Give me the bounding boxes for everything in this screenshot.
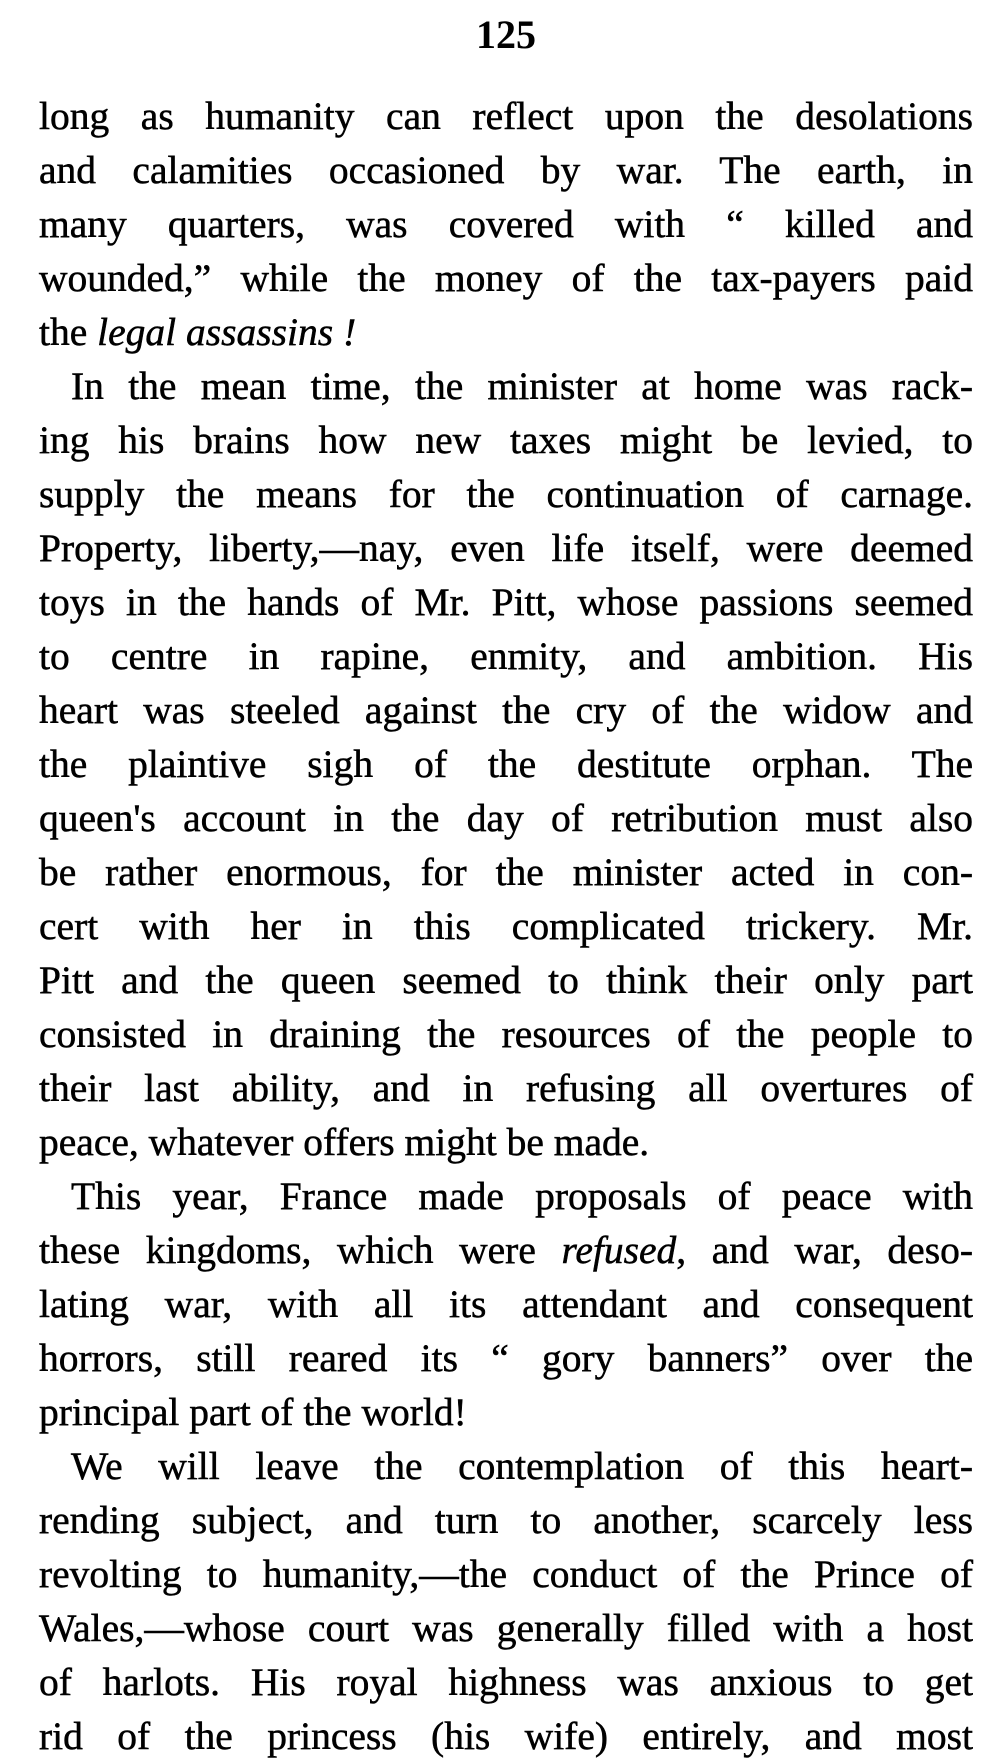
text-segment: rid of the princess (his wife) entirely, and most [39, 1714, 973, 1758]
text-line [39, 197, 973, 251]
text-line [39, 629, 973, 683]
text-segment: ing his brains how new taxes might be levied, to [39, 418, 973, 462]
text-line [39, 1493, 973, 1547]
italic-text: legal assassins ! [97, 310, 357, 354]
text-segment: of harlots. His royal highness was anxious to get [39, 1660, 973, 1704]
text-segment: rending subject, and turn to another, scarcely less [39, 1498, 973, 1542]
body-text [39, 89, 973, 1763]
text-line [39, 791, 973, 845]
text-line [39, 305, 973, 359]
text-segment: , and war, deso- [676, 1228, 973, 1272]
text-segment: queen's account in the day of retribution must also [39, 796, 973, 840]
text-segment: to centre in rapine, enmity, and ambition. His [39, 634, 973, 678]
text-segment: Wales,—whose court was generally filled with a host [39, 1606, 973, 1650]
text-segment: principal part of the world! [39, 1390, 467, 1434]
text-segment: consisted in draining the resources of the people to [39, 1012, 973, 1056]
text-line [39, 1385, 973, 1439]
text-line [39, 251, 973, 305]
text-line [39, 1655, 973, 1709]
text-segment: horrors, still reared its “ gory banners” over the [39, 1336, 973, 1380]
text-segment: many quarters, was covered with “ killed and [39, 202, 973, 246]
text-line [39, 1601, 973, 1655]
text-segment: toys in the hands of Mr. Pitt, whose passions seemed [39, 580, 973, 624]
text-line [39, 899, 973, 953]
text-segment: peace, whatever offers might be made. [39, 1120, 650, 1164]
text-segment: supply the means for the continuation of carnage. [39, 472, 973, 516]
text-line [39, 89, 973, 143]
text-line [39, 683, 973, 737]
text-line [39, 1331, 973, 1385]
text-line [39, 359, 973, 413]
text-line [39, 737, 973, 791]
text-line [39, 1709, 973, 1763]
text-segment: lating war, with all its attendant and consequent [39, 1282, 973, 1326]
text-segment: wounded,” while the money of the tax-payers paid [39, 256, 973, 300]
text-segment: their last ability, and in refusing all overtures of [39, 1066, 973, 1110]
text-line [39, 413, 973, 467]
text-segment: these kingdoms, which were [39, 1228, 562, 1272]
text-segment: Pitt and the queen seemed to think their only part [39, 958, 973, 1002]
text-line [39, 1223, 973, 1277]
text-line [39, 467, 973, 521]
text-segment: Property, liberty,—nay, even life itself, were deemed [39, 526, 973, 570]
text-segment: We will leave the contemplation of this heart- [71, 1444, 973, 1488]
text-segment: and calamities occasioned by war. The earth, in [39, 148, 973, 192]
text-line [39, 143, 973, 197]
text-line [39, 845, 973, 899]
text-line [39, 953, 973, 1007]
text-line [39, 1007, 973, 1061]
text-line [39, 521, 973, 575]
text-line [39, 1277, 973, 1331]
text-segment: This year, France made proposals of peace with [71, 1174, 973, 1218]
text-line [39, 1439, 973, 1493]
text-segment: be rather enormous, for the minister acted in con- [39, 850, 973, 894]
page-number: 125 [476, 12, 536, 57]
text-segment: long as humanity can reflect upon the desolations [39, 94, 973, 138]
text-line [39, 575, 973, 629]
text-line [39, 1547, 973, 1601]
text-segment: heart was steeled against the cry of the widow and [39, 688, 973, 732]
text-segment: cert with her in this complicated trickery. Mr. [39, 904, 973, 948]
text-segment: the [39, 310, 98, 354]
text-segment: revolting to humanity,—the conduct of the Prince of [39, 1552, 973, 1596]
text-line [39, 1169, 973, 1223]
italic-text: refused [561, 1228, 677, 1272]
text-segment: In the mean time, the minister at home was rack- [71, 364, 973, 408]
text-segment: the plaintive sigh of the destitute orphan. The [39, 742, 973, 786]
text-line [39, 1061, 973, 1115]
text-line [39, 1115, 973, 1169]
